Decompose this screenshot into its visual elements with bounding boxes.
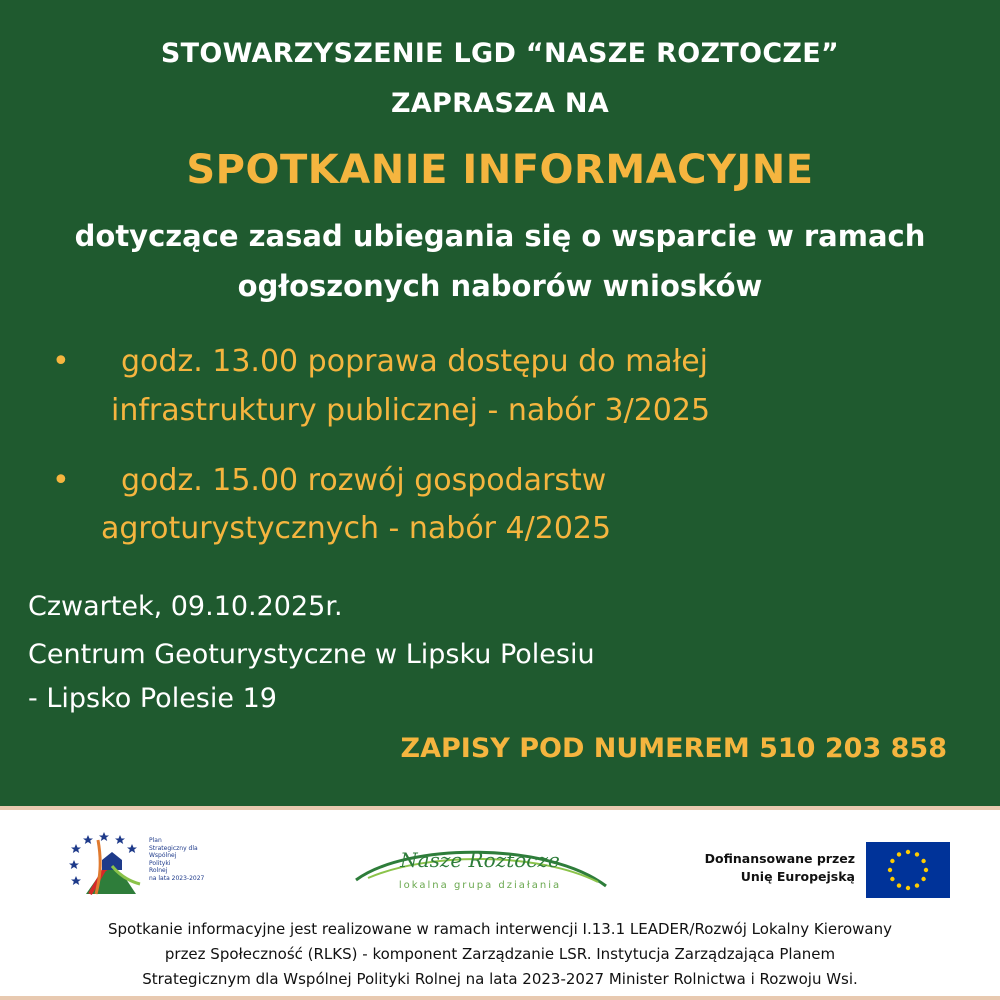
item-1-line-2: infrastruktury publicznej - nabór 3/2025 bbox=[111, 393, 711, 428]
event-title: SPOTKANIE INFORMACYJNE bbox=[186, 147, 814, 193]
nasze-roztocze-title: Nasze Roztocze bbox=[400, 848, 560, 872]
plan-strategiczny-text: Plan Strategiczny dla Wspólnej Polityki Rolnej na lata 2023-2027 bbox=[149, 837, 205, 882]
eu-flag-icon bbox=[866, 842, 950, 898]
eu-funding-text: Dofinansowane przez Unię Europejską bbox=[704, 851, 855, 884]
invite-line: ZAPRASZA NA bbox=[390, 88, 610, 119]
footer-note: Spotkanie informacyjne jest realizowane w ramach interwencji I.13.1 LEADER/Rozwój Lokalny Kierowany przez Społeczność (RLKS) - komponent Zarządzanie LSR. Instytucja Zarządzająca Planem Strategicznym dla Wspólnej Polityki Rolnej na lata 2023-2027 Minister Rolnictwa i Rozwoju Wsi. bbox=[108, 920, 892, 988]
item-2-line-2: agroturystycznych - nabór 4/2025 bbox=[101, 511, 612, 546]
subtitle-line-1: dotyczące zasad ubiegania się o wsparcie w ramach bbox=[74, 219, 926, 253]
organizer-line: STOWARZYSZENIE LGD “NASZE ROZTOCZE” bbox=[160, 38, 840, 69]
bottom-border bbox=[0, 996, 1000, 1000]
item-1-line-1: godz. 13.00 poprawa dostępu do małej bbox=[121, 344, 708, 379]
nasze-roztocze-subtitle: lokalna grupa działania bbox=[398, 880, 562, 891]
divider bbox=[0, 806, 1000, 810]
bullet-icon: • bbox=[52, 344, 70, 379]
event-date: Czwartek, 09.10.2025r. bbox=[28, 591, 343, 622]
event-place-line-2: - Lipsko Polesie 19 bbox=[28, 683, 277, 714]
signup-phone: ZAPISY POD NUMEREM 510 203 858 bbox=[400, 733, 947, 764]
subtitle-line-2: ogłoszonych naborów wniosków bbox=[237, 269, 763, 303]
bullet-icon: • bbox=[52, 463, 70, 498]
event-place-line-1: Centrum Geoturystyczne w Lipsku Polesiu bbox=[28, 639, 595, 670]
item-2-line-1: godz. 15.00 rozwój gospodarstw bbox=[121, 463, 607, 498]
